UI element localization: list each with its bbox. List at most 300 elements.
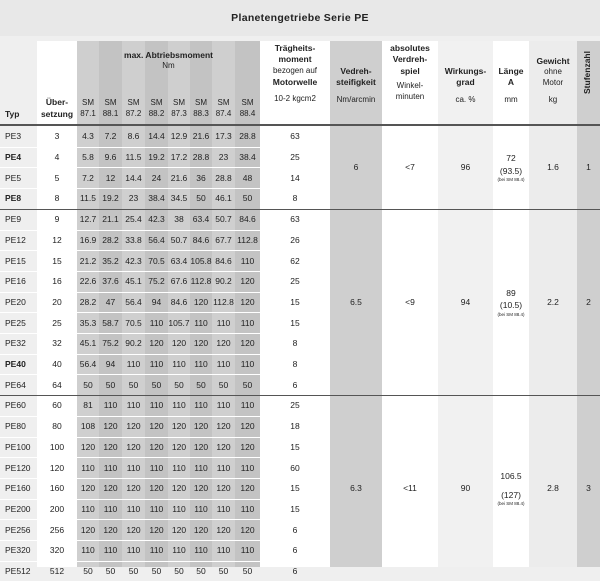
- cell-typ: PE15: [5, 255, 26, 266]
- cell-typ: PE80: [5, 421, 26, 432]
- cell-traegheitsmoment: 62: [290, 255, 300, 266]
- row-separator: [0, 519, 330, 520]
- cell-typ: PE5: [5, 172, 22, 183]
- cell-moment-sm4: 50: [174, 379, 184, 390]
- cell-moment-sm2: 120: [126, 524, 141, 535]
- cell-traegheitsmoment: 25: [290, 400, 300, 411]
- cell-moment-sm2: 14.4: [125, 172, 142, 183]
- cell-typ: PE12: [5, 234, 26, 245]
- cell-moment-sm3: 50: [151, 379, 162, 390]
- cell-wirkungsgrad: 96: [460, 162, 471, 173]
- cell-moment-sm1: 35.2: [102, 255, 119, 266]
- cell-stufenzahl: 2: [586, 296, 591, 307]
- header-sm-5: [190, 83, 212, 124]
- cell-typ: PE32: [5, 338, 26, 349]
- cell-moment-sm1: 7.2: [104, 131, 117, 142]
- cell-moment-sm1: 110: [103, 503, 118, 514]
- cell-moment-sm2: 90.2: [125, 338, 142, 349]
- cell-traegheitsmoment: 60: [290, 462, 300, 473]
- specs-table: [0, 36, 600, 577]
- cell-moment-sm4: 67.6: [170, 276, 188, 287]
- laenge-note: (bei SM 88.4): [497, 312, 525, 317]
- header-gewicht-line1: Gewicht: [536, 56, 570, 66]
- cell-typ: PE16: [5, 276, 26, 287]
- cell-moment-sm2: 25.4: [125, 214, 142, 225]
- cell-laenge: [493, 395, 529, 581]
- cell-moment-sm7: 110: [240, 317, 255, 328]
- header-spiel-line3: spiel: [400, 65, 420, 76]
- cell-moment-sm4: 120: [171, 338, 187, 349]
- cell-moment-sm6: 23: [218, 152, 229, 163]
- cell-moment-sm1: 110: [103, 462, 118, 473]
- header-traeg-line2: moment: [278, 54, 312, 65]
- laenge-note: (bei SM 88.4): [497, 177, 525, 183]
- cell-moment-sm0: 120: [80, 483, 96, 494]
- cell-typ: PE200: [5, 503, 31, 514]
- cell-moment-sm2: 45.1: [125, 276, 142, 287]
- cell-moment-sm5: 110: [194, 462, 208, 473]
- cell-moment-sm4: 110: [172, 359, 186, 370]
- cell-moment-sm6: 110: [216, 503, 231, 514]
- row-separator: [0, 312, 330, 313]
- cell-traegheitsmoment: 63: [290, 214, 300, 225]
- cell-moment-sm6: 28.8: [215, 172, 232, 183]
- cell-moment-sm3: 120: [149, 524, 164, 535]
- header-moment-group: [77, 41, 260, 81]
- cell-moment-sm4: 50: [174, 566, 184, 577]
- cell-moment-sm2: 120: [126, 441, 141, 452]
- cell-moment-sm1: 21.1: [102, 214, 119, 225]
- cell-moment-sm0: 7.2: [82, 172, 94, 183]
- cell-moment-sm4: 120: [171, 421, 187, 432]
- row-separator: [0, 561, 330, 562]
- header-sm-6: [212, 83, 235, 124]
- row-separator: [0, 271, 330, 272]
- header-sm-0-prefix: SM: [82, 98, 94, 108]
- cell-moment-sm7: 120: [240, 441, 255, 452]
- cell-moment-sm5: 110: [194, 545, 208, 556]
- cell-uebersetzung: 8: [54, 193, 60, 204]
- cell-uebersetzung: 100: [49, 441, 65, 452]
- header-uebersetzung-line1: Über-: [45, 97, 69, 108]
- cell-moment-sm1: 28.2: [102, 234, 119, 245]
- cell-moment-sm6: 110: [216, 400, 231, 411]
- row-separator: [0, 147, 330, 148]
- cell-moment-sm6: 84.6: [215, 255, 232, 266]
- cell-moment-sm7: 48: [242, 172, 253, 183]
- cell-typ: PE20: [5, 296, 26, 307]
- header-sm-3: [145, 83, 168, 124]
- header-verdrehspiel: [382, 41, 438, 124]
- cell-uebersetzung: 12: [52, 234, 62, 245]
- cell-moment-sm5: 120: [193, 524, 209, 535]
- header-vedreh-line2: steifigkeit: [336, 77, 376, 88]
- cell-moment-sm3: 42.3: [148, 214, 165, 225]
- cell-moment-sm2: 110: [126, 503, 141, 514]
- cell-moment-sm3: 19.2: [148, 152, 165, 163]
- cell-traegheitsmoment: 63: [290, 131, 300, 142]
- cell-moment-sm5: 50: [196, 193, 206, 204]
- header-gewicht: [529, 41, 577, 124]
- header-wirkungsgrad: [438, 41, 493, 124]
- cell-moment-sm1: 110: [103, 545, 118, 556]
- cell-traegheitsmoment: 6: [292, 566, 298, 577]
- header-moment-unit: Nm: [162, 61, 175, 71]
- laenge-value: 106.5: [500, 470, 522, 481]
- cell-moment-sm7: 38.4: [239, 152, 256, 163]
- cell-moment-sm5: 63.4: [192, 214, 210, 225]
- cell-uebersetzung: 60: [52, 400, 62, 411]
- cell-moment-sm1: 47: [105, 296, 116, 307]
- cell-moment-sm7: 50: [242, 193, 253, 204]
- cell-uebersetzung: 40: [52, 359, 62, 370]
- header-sm-5-prefix: SM: [195, 98, 207, 108]
- cell-moment-sm0: 16.9: [79, 234, 97, 245]
- cell-moment-sm7: 112.8: [237, 234, 258, 245]
- cell-uebersetzung: 15: [52, 255, 62, 266]
- cell-moment-sm5: 36: [196, 172, 206, 183]
- cell-moment-sm0: 50: [83, 379, 93, 390]
- cell-moment-sm5: 120: [193, 296, 209, 307]
- cell-moment-sm6: 110: [216, 359, 231, 370]
- cell-moment-sm3: 110: [149, 400, 164, 411]
- cell-moment-sm6: 50: [218, 566, 229, 577]
- cell-moment-sm4: 12.9: [170, 131, 188, 142]
- row-separator: [0, 457, 330, 458]
- cell-moment-sm2: 23: [128, 193, 139, 204]
- cell-moment-sm6: 67.7: [215, 234, 232, 245]
- header-uebersetzung: [37, 41, 77, 124]
- cell-moment-sm7: 120: [240, 338, 255, 349]
- cell-moment-sm3: 56.4: [148, 234, 165, 245]
- cell-wirkungsgrad: 94: [460, 296, 471, 307]
- row-separator: [0, 333, 330, 334]
- cell-moment-sm7: 120: [240, 296, 255, 307]
- header-wirk-unit: ca. %: [455, 94, 476, 104]
- cell-typ: PE3: [5, 131, 22, 142]
- header-stufenzahl: Stufenzahl: [582, 51, 592, 94]
- cell-moment-sm5: 120: [193, 421, 209, 432]
- cell-moment-sm2: 50: [128, 566, 139, 577]
- cell-verdrehspiel: <9: [405, 296, 415, 307]
- laenge-value: 89: [506, 287, 516, 298]
- header-wirk-line1: Wirkungs-: [444, 66, 487, 76]
- row-separator: [0, 167, 330, 168]
- row-separator: [0, 188, 330, 189]
- cell-moment-sm7: 120: [240, 524, 255, 535]
- cell-uebersetzung: 25: [52, 317, 62, 328]
- cell-moment-sm3: 110: [149, 545, 164, 556]
- cell-moment-sm0: 22.6: [79, 276, 97, 287]
- cell-moment-sm0: 5.8: [82, 152, 94, 163]
- cell-gewicht: 2.2: [547, 296, 559, 307]
- header-sm-5-code: 88.3: [193, 109, 209, 119]
- cell-moment-sm3: 14.4: [148, 131, 165, 142]
- cell-traegheitsmoment: 25: [290, 152, 300, 163]
- cell-moment-sm7: 110: [240, 255, 255, 266]
- row-separator: [0, 354, 330, 355]
- cell-uebersetzung: 80: [52, 421, 62, 432]
- row-separator: [0, 437, 330, 438]
- header-vedreh-line1: Vedreh-: [340, 66, 372, 76]
- cell-uebersetzung: 320: [49, 545, 65, 556]
- header-sm-4-code: 87.3: [171, 109, 187, 119]
- cell-moment-sm1: 120: [103, 421, 118, 432]
- header-traeg-unit: 10-2 kgcm2: [274, 94, 316, 104]
- cell-moment-sm3: 50: [151, 566, 162, 577]
- cell-moment-sm5: 110: [194, 503, 208, 514]
- header-uebersetzung-line2: setzung: [40, 108, 74, 119]
- cell-moment-sm6: 46.1: [215, 193, 232, 204]
- cell-moment-sm5: 110: [194, 400, 208, 411]
- cell-traegheitsmoment: 6: [292, 545, 298, 556]
- header-vedreh-unit: Nm/arcmin: [336, 94, 376, 104]
- cell-traegheitsmoment: 6: [292, 524, 298, 535]
- cell-moment-sm0: 50: [83, 566, 93, 577]
- cell-moment-sm5: 112.8: [190, 276, 212, 287]
- cell-typ: PE320: [5, 545, 31, 556]
- cell-stufenzahl: 1: [586, 162, 591, 173]
- cell-typ: PE120: [5, 462, 31, 473]
- cell-moment-sm0: 110: [81, 545, 95, 556]
- header-sm-6-code: 87.4: [215, 109, 232, 119]
- cell-moment-sm2: 11.5: [125, 152, 142, 163]
- laenge-alt-value: (93.5): [499, 165, 523, 176]
- cell-typ: PE9: [5, 214, 22, 225]
- cell-traegheitsmoment: 26: [290, 234, 300, 245]
- cell-moment-sm3: 110: [149, 317, 164, 328]
- cell-moment-sm5: 110: [194, 317, 208, 328]
- cell-moment-sm7: 110: [240, 503, 255, 514]
- header-laenge-line1: Länge: [498, 66, 524, 76]
- cell-moment-sm1: 58.7: [102, 317, 119, 328]
- cell-moment-sm1: 37.6: [102, 276, 119, 287]
- cell-wirkungsgrad: 90: [460, 483, 471, 494]
- cell-moment-sm3: 24: [151, 172, 162, 183]
- cell-moment-sm2: 120: [126, 483, 141, 494]
- cell-moment-sm6: 120: [216, 338, 231, 349]
- cell-moment-sm7: 28.8: [239, 131, 256, 142]
- header-sm-7-prefix: SM: [241, 98, 254, 108]
- cell-moment-sm0: 35.3: [79, 317, 97, 328]
- cell-moment-sm5: 50: [196, 566, 206, 577]
- cell-moment-sm2: 110: [126, 462, 141, 473]
- cell-typ: PE512: [5, 566, 31, 577]
- table-title: Planetengetriebe Serie PE: [0, 0, 600, 36]
- cell-moment-sm4: 120: [171, 524, 187, 535]
- cell-typ: PE4: [5, 152, 22, 163]
- cell-moment-sm6: 17.3: [215, 131, 232, 142]
- header-sm-1-code: 88.1: [102, 109, 119, 119]
- cell-moment-sm2: 110: [126, 545, 141, 556]
- cell-moment-sm1: 12: [105, 172, 116, 183]
- cell-moment-sm3: 94: [151, 296, 162, 307]
- row-separator: [0, 292, 330, 293]
- cell-typ: PE160: [5, 483, 31, 494]
- cell-uebersetzung: 64: [52, 379, 62, 390]
- cell-moment-sm6: 110: [216, 545, 231, 556]
- cell-typ: PE60: [5, 400, 26, 411]
- header-sm-2-code: 87.2: [125, 109, 142, 119]
- cell-stufenzahl: 3: [586, 483, 591, 494]
- cell-traegheitsmoment: 18: [290, 421, 300, 432]
- cell-moment-sm5: 105.8: [190, 255, 212, 266]
- cell-uebersetzung: 9: [54, 214, 60, 225]
- cell-uebersetzung: 16: [52, 276, 62, 287]
- header-moment-title: max. Abtriebsmoment: [124, 49, 213, 60]
- cell-moment-sm0: 12.7: [79, 214, 97, 225]
- cell-moment-sm7: 84.6: [239, 214, 256, 225]
- cell-moment-sm5: 120: [193, 441, 209, 452]
- cell-uebersetzung: 160: [49, 483, 65, 494]
- cell-moment-sm2: 8.6: [127, 131, 140, 142]
- row-separator: [0, 499, 330, 500]
- cell-moment-sm6: 90.2: [215, 276, 232, 287]
- cell-moment-sm0: 45.1: [79, 338, 97, 349]
- cell-moment-sm3: 110: [149, 359, 164, 370]
- cell-uebersetzung: 200: [49, 503, 65, 514]
- cell-moment-sm6: 120: [216, 483, 231, 494]
- cell-traegheitsmoment: 8: [292, 338, 298, 349]
- cell-moment-sm7: 110: [240, 359, 255, 370]
- header-traeg-line3: bezogen auf: [272, 65, 318, 75]
- header-gewicht-line2: ohne: [544, 67, 562, 77]
- cell-moment-sm2: 42.3: [125, 255, 142, 266]
- header-laenge-unit: mm: [504, 94, 518, 104]
- cell-moment-sm0: 120: [80, 524, 96, 535]
- cell-gewicht: 1.6: [547, 162, 559, 173]
- header-sm-3-prefix: SM: [150, 98, 163, 108]
- cell-moment-sm0: 4.3: [82, 131, 94, 142]
- laenge-note: (bei SM 88.4): [497, 501, 525, 507]
- row-separator: [0, 374, 330, 375]
- cell-moment-sm4: 34.5: [170, 193, 188, 204]
- header-sm-7-code: 88.4: [239, 109, 256, 119]
- header-traeg-line1: Trägheits-: [274, 43, 316, 53]
- cell-moment-sm5: 28.8: [192, 152, 210, 163]
- cell-moment-sm1: 94: [105, 359, 116, 370]
- cell-moment-sm0: 110: [81, 503, 95, 514]
- cell-moment-sm3: 38.4: [148, 193, 165, 204]
- laenge-value: 72: [506, 152, 516, 163]
- header-spiel-line1: absolutes: [390, 43, 430, 53]
- cell-moment-sm3: 120: [149, 338, 164, 349]
- cell-moment-sm1: 120: [103, 441, 118, 452]
- cell-moment-sm4: 120: [171, 441, 187, 452]
- cell-laenge: [493, 209, 529, 395]
- cell-moment-sm2: 50: [128, 379, 139, 390]
- header-sm-4-prefix: SM: [173, 98, 185, 108]
- cell-moment-sm3: 70.5: [148, 255, 165, 266]
- cell-moment-sm4: 110: [172, 462, 186, 473]
- cell-moment-sm7: 50: [242, 566, 253, 577]
- row-separator: [0, 540, 330, 541]
- cell-uebersetzung: 4: [54, 152, 60, 163]
- cell-moment-sm2: 110: [126, 400, 141, 411]
- cell-typ: PE64: [5, 379, 26, 390]
- cell-moment-sm6: 50.7: [215, 214, 232, 225]
- cell-traegheitsmoment: 15: [290, 296, 300, 307]
- row-separator: [0, 478, 330, 479]
- cell-gewicht: 2.8: [547, 483, 559, 494]
- cell-moment-sm6: 120: [216, 441, 231, 452]
- cell-moment-sm4: 110: [172, 545, 186, 556]
- header-sm-4: [168, 83, 190, 124]
- laenge-alt-value: (127): [501, 489, 521, 500]
- cell-moment-sm6: 110: [216, 317, 231, 328]
- header-typ-label: Typ: [5, 108, 20, 119]
- cell-moment-sm4: 21.6: [170, 172, 188, 183]
- cell-moment-sm6: 50: [218, 379, 229, 390]
- cell-moment-sm1: 50: [105, 379, 116, 390]
- cell-moment-sm4: 38: [174, 214, 184, 225]
- header-spiel-line2: Verdreh-: [392, 54, 428, 65]
- cell-traegheitsmoment: 8: [292, 359, 298, 370]
- cell-moment-sm5: 110: [194, 359, 208, 370]
- cell-moment-sm5: 50: [196, 379, 206, 390]
- cell-laenge: [493, 126, 529, 209]
- cell-moment-sm4: 110: [172, 503, 186, 514]
- cell-moment-sm4: 120: [171, 483, 187, 494]
- cell-moment-sm0: 120: [80, 441, 96, 452]
- cell-traegheitsmoment: 8: [292, 193, 298, 204]
- cell-traegheitsmoment: 25: [290, 276, 300, 287]
- header-sm-7: [235, 83, 260, 124]
- cell-typ: PE256: [5, 524, 31, 535]
- cell-moment-sm7: 50: [242, 379, 253, 390]
- cell-moment-sm6: 120: [216, 524, 231, 535]
- cell-uebersetzung: 5: [54, 172, 60, 183]
- cell-traegheitsmoment: 15: [290, 317, 300, 328]
- header-traegheitsmoment: [260, 41, 330, 124]
- cell-moment-sm1: 120: [103, 524, 118, 535]
- cell-uebersetzung: 32: [52, 338, 62, 349]
- cell-moment-sm0: 56.4: [79, 359, 97, 370]
- cell-moment-sm7: 110: [240, 400, 255, 411]
- cell-moment-sm4: 110: [172, 400, 186, 411]
- cell-verdrehspiel: <7: [405, 162, 415, 173]
- header-laenge: [493, 41, 529, 124]
- cell-vedrehsteifigkeit: 6: [353, 162, 359, 173]
- header-sm-2-prefix: SM: [127, 98, 140, 108]
- cell-moment-sm1: 50: [105, 566, 116, 577]
- cell-moment-sm2: 110: [126, 359, 141, 370]
- cell-uebersetzung: 512: [49, 566, 65, 577]
- cell-moment-sm5: 21.6: [192, 131, 210, 142]
- cell-moment-sm5: 84.6: [192, 234, 210, 245]
- row-separator: [0, 416, 330, 417]
- cell-typ: PE25: [5, 317, 26, 328]
- cell-vedrehsteifigkeit: 6.3: [350, 483, 362, 494]
- cell-uebersetzung: 256: [49, 524, 65, 535]
- cell-moment-sm0: 110: [81, 462, 95, 473]
- cell-moment-sm0: 11.5: [80, 193, 96, 204]
- cell-traegheitsmoment: 15: [290, 441, 300, 452]
- cell-moment-sm0: 21.2: [79, 255, 97, 266]
- cell-moment-sm7: 110: [240, 462, 255, 473]
- cell-moment-sm0: 28.2: [79, 296, 97, 307]
- row-separator: [0, 250, 330, 251]
- cell-moment-sm7: 120: [240, 421, 255, 432]
- cell-typ: PE8: [5, 193, 22, 204]
- row-separator: [0, 230, 330, 231]
- cell-moment-sm3: 120: [149, 441, 164, 452]
- cell-moment-sm7: 120: [240, 483, 255, 494]
- cell-moment-sm2: 33.8: [125, 234, 142, 245]
- cell-moment-sm1: 9.6: [104, 152, 117, 163]
- cell-moment-sm7: 120: [240, 276, 255, 287]
- cell-traegheitsmoment: 6: [292, 379, 298, 390]
